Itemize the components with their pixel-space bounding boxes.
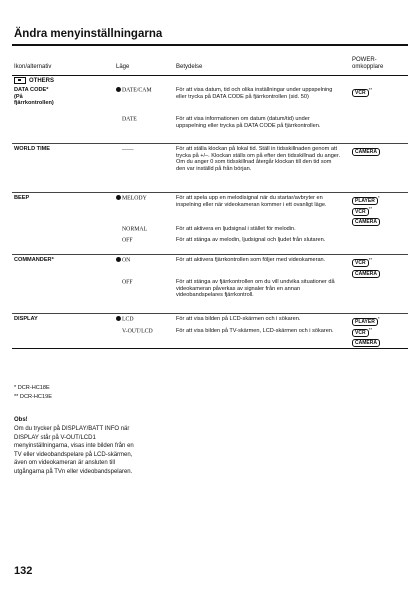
power-badge: CAMERA	[352, 339, 380, 347]
row-mode	[116, 257, 130, 264]
section-others	[14, 77, 54, 84]
col-header-meaning: Betydelse	[176, 64, 203, 70]
power-badge-note: *	[377, 195, 380, 200]
mode-label: ON	[122, 257, 131, 264]
power-badge-note: **	[368, 257, 373, 262]
default-marker-icon	[116, 116, 121, 121]
power-mode	[352, 327, 380, 338]
item-label: BEEP	[14, 195, 30, 201]
power-mode	[352, 146, 380, 157]
power-badge-note: *	[377, 316, 380, 321]
row-divider	[12, 313, 408, 314]
default-marker-icon	[116, 146, 121, 151]
default-marker-icon	[116, 328, 121, 333]
row-description: För att spela upp en melodisignal när du startar/avbryter en inspelning eller när videokameran kommer i ett ovanligt läge.	[176, 195, 327, 208]
row-description: För att visa informationen om datum (datum/tid) under uppspelning eller trycka på DATA CODE på fjärrkontrollen.	[176, 116, 321, 129]
default-marker-icon	[116, 87, 121, 92]
note-title: Obs!	[14, 417, 28, 423]
row-description: För att stänga av fjärrkontrollen om du vill undvika situationer då videokameran påverkas av signaler från en annan videobandspelares fjärrkontroll.	[176, 279, 335, 299]
row-mode	[116, 328, 153, 335]
footnote-1: * DCR-HC18E	[14, 385, 50, 391]
power-mode	[352, 268, 380, 279]
row-mode	[116, 237, 133, 244]
row-description: För att ställa klockan på lokal tid. Ställ in tidsskillnaden genom att trycka på +/–. Klockan ställs om på efter den tidsskillnad du anger. Om du anger 0 som tidsskillnad återgår klockan till den tid som den var inställd på från början.	[176, 146, 341, 173]
row-power-modes	[352, 257, 380, 279]
mode-label: DATE	[122, 116, 137, 123]
row-item	[14, 195, 74, 202]
mode-label: V-OUT/LCD	[122, 328, 153, 335]
power-badge: VCR	[352, 89, 369, 97]
power-mode	[352, 257, 380, 268]
power-badge: PLAYER	[352, 197, 378, 205]
item-sub: (På	[14, 93, 23, 100]
row-power-modes	[352, 316, 380, 348]
power-mode	[352, 206, 380, 217]
note-line: TV eller videobandspelare på LCD-skärmen,	[14, 451, 133, 458]
mode-label: OFF	[122, 279, 133, 286]
row-description: För att visa bilden på TV-skärmen, LCD-skärmen och i sökaren.	[176, 328, 334, 334]
row-mode	[116, 316, 134, 323]
row-description: För att aktivera fjärrkontrollen som följer med videokameran.	[176, 257, 326, 263]
row-description: För att aktivera en ljudsignal i stället för melodin.	[176, 226, 296, 232]
row-mode	[116, 279, 133, 286]
power-badge: PLAYER	[352, 318, 378, 326]
power-badge: CAMERA	[352, 270, 380, 278]
mode-label: NORMAL	[122, 226, 148, 233]
col-header-power-1: POWER-	[352, 57, 377, 63]
note-line: menyinställningarna, visas inte bilden från en	[14, 443, 134, 450]
power-badge-note: **	[368, 326, 373, 332]
mode-label: MELODY	[122, 195, 147, 202]
power-mode	[352, 338, 380, 349]
power-badge: VCR	[352, 208, 369, 216]
power-mode	[352, 195, 380, 206]
row-item	[14, 316, 74, 323]
default-marker-icon	[116, 195, 121, 200]
mode-label: LCD	[122, 316, 134, 323]
row-mode	[116, 116, 137, 123]
default-marker-icon	[116, 226, 121, 231]
row-power-modes	[352, 146, 380, 157]
row-mode	[116, 226, 147, 233]
item-label: COMMANDER*	[14, 257, 54, 263]
row-item	[14, 146, 74, 153]
row-description: För att visa datum, tid och olika inställningar under uppspelning eller trycka på DATA CODE på fjärrkontrollen (sid. 50)	[176, 87, 333, 100]
page-title: Ändra menyinställningarna	[14, 28, 163, 40]
item-sub: fjärrkontrollen)	[14, 100, 54, 107]
power-badge: CAMERA	[352, 148, 380, 156]
note-line: utgångarna på TVn eller videobandspelaren.	[14, 468, 133, 475]
title-rule	[12, 44, 408, 46]
row-divider	[12, 143, 408, 144]
header-rule	[12, 75, 408, 76]
mode-label: OFF	[122, 237, 133, 244]
item-label: DISPLAY	[14, 316, 38, 322]
note-line: Om du trycker på DISPLAY/BATT INFO när	[14, 426, 130, 432]
power-badge: CAMERA	[352, 218, 380, 226]
row-description: För att stänga av melodin, ljudsignal och ljudet från slutaren.	[176, 237, 326, 243]
power-mode	[352, 316, 380, 327]
item-label: WORLD TIME	[14, 146, 51, 152]
row-mode	[116, 87, 152, 94]
power-badge: VCR	[352, 329, 369, 337]
footnote-2: ** DCR-HC19E	[14, 394, 52, 400]
row-power-modes	[352, 87, 372, 98]
power-badge-note: **	[368, 87, 373, 92]
item-label: DATA CODE*	[14, 87, 49, 93]
power-badge: VCR	[352, 259, 369, 267]
col-header-power-2: omkopplare	[352, 64, 384, 70]
power-badge-note: **	[368, 205, 373, 211]
col-header-item: Ikon/alternativ	[14, 64, 52, 70]
default-marker-icon	[116, 257, 121, 262]
note-line: även om videokameran är ansluten till	[14, 460, 116, 467]
row-mode	[116, 146, 134, 153]
col-header-mode: Läge	[116, 64, 130, 70]
table-end-rule	[12, 348, 408, 349]
row-mode	[116, 195, 147, 202]
section-label: OTHERS	[29, 77, 55, 84]
row-divider	[12, 192, 408, 193]
default-marker-icon	[116, 237, 121, 242]
page-number: 132	[14, 565, 33, 577]
power-mode	[352, 217, 380, 228]
row-item	[14, 87, 74, 107]
power-mode	[352, 87, 372, 98]
note-line: DISPLAY står på V-OUT/LCD1	[14, 434, 96, 441]
mode-label: DATE/CAM	[122, 87, 152, 94]
row-power-modes	[352, 195, 380, 227]
mode-label: ——	[122, 146, 134, 153]
note-body	[14, 425, 194, 477]
default-marker-icon	[116, 316, 121, 321]
others-icon	[14, 77, 26, 84]
row-divider	[12, 254, 408, 255]
default-marker-icon	[116, 279, 121, 284]
row-item	[14, 257, 74, 264]
row-description: För att visa bilden på LCD-skärmen och i sökaren.	[176, 316, 301, 322]
